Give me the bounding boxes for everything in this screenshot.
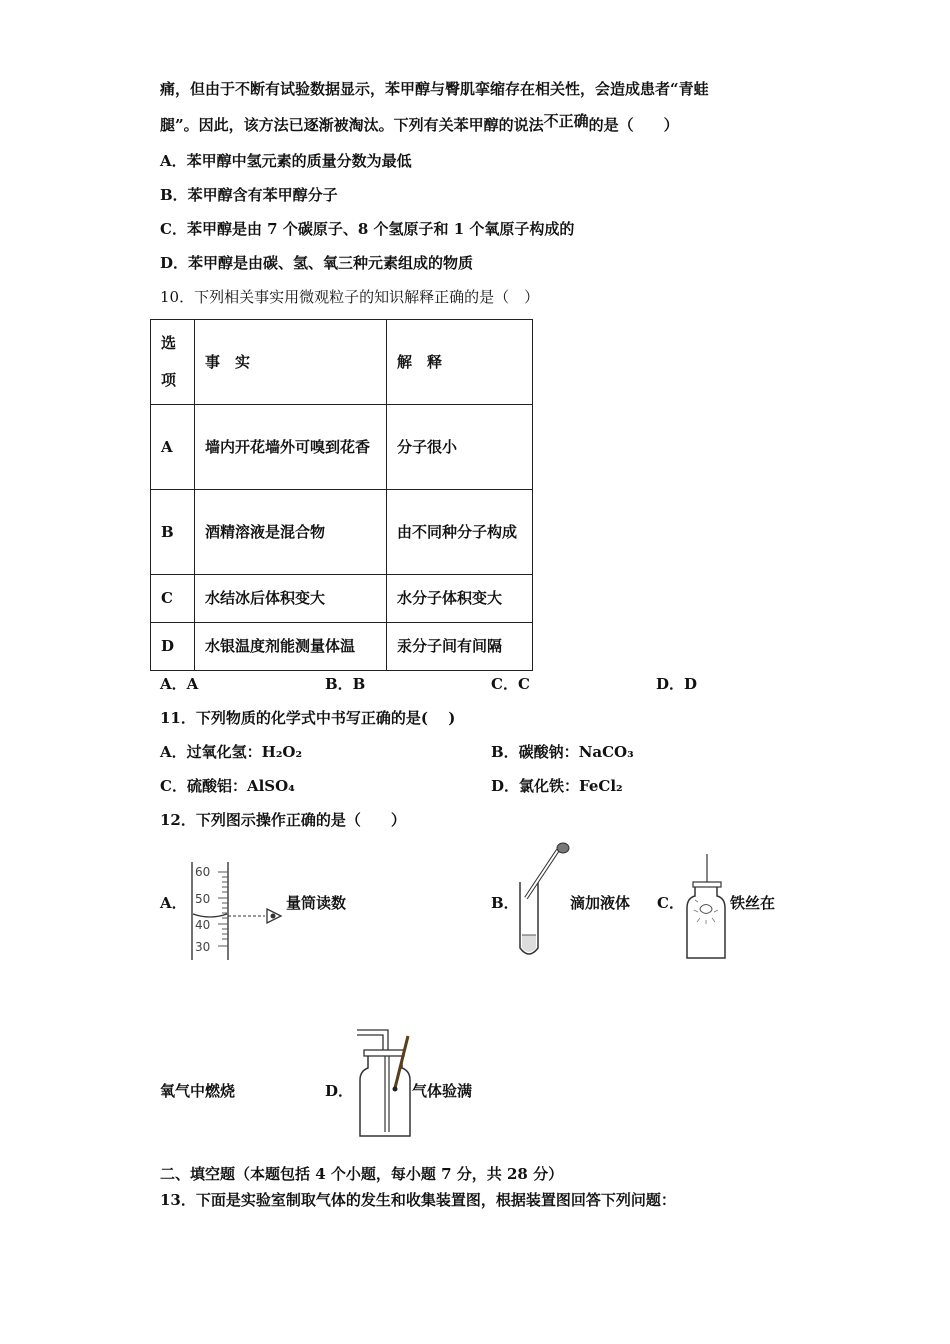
q11-a-label: A．过氧化氢：: [160, 743, 262, 761]
q13-question: 13．下面是实验室制取气体的发生和收集装置图，根据装置图回答下列问题：: [160, 1191, 676, 1209]
row-option: B: [151, 490, 195, 575]
q9-text-line2: [160, 114, 679, 135]
q11-b-label: B．碳酸钠：: [491, 743, 579, 761]
row-fact: 酒精溶液是混合物: [195, 490, 387, 575]
q11-option-b: [491, 741, 634, 762]
q10-table: [150, 319, 533, 671]
section2-title: 二、填空题（本题包括 4 个小题，每小题 7 分，共 28 分）: [160, 1165, 564, 1183]
q11-d-label: D．氯化铁：: [491, 777, 580, 795]
q9-option-b: B．苯甲醇含有苯甲醇分子: [160, 186, 338, 204]
q11-c-formula: AlSO₄: [246, 777, 295, 795]
q11-option-d: [491, 775, 623, 796]
header-explain: 解 释: [387, 320, 533, 405]
cylinder-tick-label: 50: [195, 892, 211, 906]
q12-c-caption-cont: 氧气中燃烧: [160, 1082, 236, 1100]
q12-a-caption: 量筒读数: [286, 894, 347, 912]
q12-d-letter: D．: [325, 1082, 354, 1100]
table-row: [151, 405, 533, 490]
q10-answer-c: C．C: [491, 675, 530, 693]
q12-d-caption: 气体验满: [412, 1082, 473, 1100]
q11-option-a: [160, 741, 302, 762]
q12-question: 12．下列图示操作正确的是（ ）: [160, 811, 406, 829]
table-row: [151, 623, 533, 671]
graduated-cylinder-figure: [185, 858, 290, 963]
cylinder-tick-label: 40: [195, 918, 211, 932]
q9-emphasis: 不正确: [543, 112, 589, 130]
row-explain: 汞分子间有间隔: [387, 623, 533, 671]
dropper-test-tube-figure: [512, 840, 577, 965]
q9-option-d: D．苯甲醇是由碳、氢、氧三种元素组成的物质: [160, 254, 474, 272]
q11-a-formula: H₂O₂: [261, 743, 303, 761]
row-fact: 墙内开花墙外可嗅到花香: [195, 405, 387, 490]
q11-option-c: [160, 775, 295, 796]
gas-collection-bottle-figure: [352, 1024, 417, 1139]
rubber-bulb-icon: [557, 843, 569, 853]
q12-a-letter: A．: [160, 894, 187, 912]
q11-c-label: C．硫酸铝：: [160, 777, 247, 795]
q9-text-line2-a: 腿”。因此，该方法已逐渐被淘汰。下列有关苯甲醇的说法: [160, 116, 544, 134]
header-fact: 事 实: [195, 320, 387, 405]
row-explain: 水分子体积变大: [387, 575, 533, 623]
row-option: C: [151, 575, 195, 623]
q9-option-c: C．苯甲醇是由 7 个碳原子、8 个氢原子和 1 个氧原子构成的: [160, 220, 575, 238]
q11-question: 11．下列物质的化学式中书写正确的是( ): [160, 709, 456, 727]
q12-b-letter: B．: [491, 894, 519, 912]
q9-option-a: A．苯甲醇中氢元素的质量分数为最低: [160, 152, 412, 170]
row-fact: 水结冰后体积变大: [195, 575, 387, 623]
cylinder-tick-label: 30: [195, 940, 211, 954]
q12-c-caption: 铁丝在: [730, 894, 776, 912]
row-option: A: [151, 405, 195, 490]
q11-b-formula: NaCO₃: [578, 743, 634, 761]
q12-b-caption: 滴加液体: [570, 894, 631, 912]
coil-icon: [700, 905, 712, 914]
cylinder-tick-label: 60: [195, 865, 211, 879]
row-fact: 水银温度剂能测量体温: [195, 623, 387, 671]
q12-c-letter: C．: [657, 894, 684, 912]
table-row: [151, 490, 533, 575]
q10-answer-b: B．B: [325, 675, 366, 693]
q10-answer-a: A．A: [160, 675, 199, 693]
q10-question: 10．下列相关事实用微观粒子的知识解释正确的是（ ）: [160, 288, 540, 306]
gas-bottle-figure: [683, 852, 728, 962]
header-option: 选项: [151, 320, 195, 405]
row-option: D: [151, 623, 195, 671]
q9-text-line2-c: 的是（ ）: [588, 116, 679, 134]
wooden-splint-icon: [395, 1036, 408, 1088]
q11-d-formula: FeCl₂: [579, 777, 623, 795]
table-header-row: [151, 320, 533, 405]
q9-text-line1: 痛，但由于不断有试验数据显示，苯甲醇与臀肌挛缩存在相关性，会造成患者“青蛙: [160, 80, 709, 98]
row-explain: 分子很小: [387, 405, 533, 490]
row-explain: 由不同种分子构成: [387, 490, 533, 575]
table-row: [151, 575, 533, 623]
q10-answer-d: D．D: [656, 675, 698, 693]
